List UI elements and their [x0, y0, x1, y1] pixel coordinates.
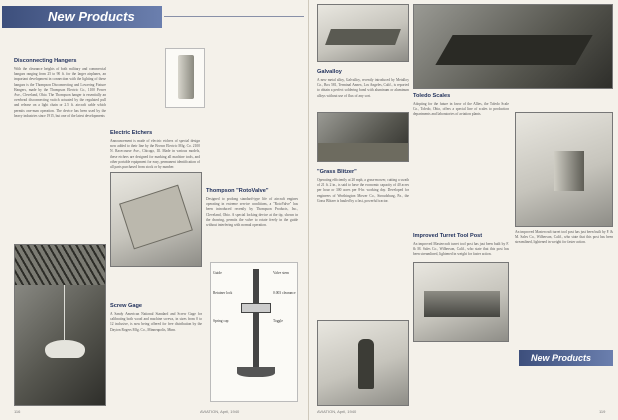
right-footer-magazine: AVIATION, April, 1940: [317, 409, 357, 414]
right-column-1-lower: [317, 166, 409, 316]
lamp-reflector: [45, 340, 85, 358]
right-page: [309, 0, 618, 420]
paragraph-turret-tool-post-cont: An improved Mastercraft turret tool post has just been built by F. & M. Sales Co., Wilberson, Calif., who state that this post has been streamlined, lightened in weight for faster action.: [515, 230, 613, 245]
paragraph-thompson-rotovalve: Designed to prolong standard-type life of aircraft engines operating in extreme service conditions, a "RotoValve" has been introduced recently by Thompson Products, Inc., Cleveland, Ohio. A special locking device at the tip, shown in the drawing, permits the valve to rotate freely in the guide without interfering with normal operation.: [206, 197, 298, 228]
mower-frame: [325, 29, 401, 45]
heading-galvalloy: Galvalloy: [317, 69, 342, 75]
left-column-2-lower: [110, 300, 202, 408]
heading-toledo-scales: Toledo Scales: [413, 93, 451, 99]
paragraph-screw-gage: A Sandy American National Standard and Screw Gage for calibrating both wood and machine screws, in sizes from 0 to 12 inclusive, is now being offered for free distribution by the Dayton Rogers Mfg. Co., Minneapolis, Minn.: [110, 312, 202, 332]
banner-title: New Products: [48, 9, 135, 24]
right-page-number: 119: [599, 409, 606, 414]
right-column-2-lower: [413, 230, 509, 290]
rotovalve-diagram: [210, 262, 298, 402]
electric-etcher-photo: [165, 48, 205, 108]
tool-post-body: [554, 151, 584, 191]
scale-platform: [435, 35, 592, 65]
grass-mower-photo: [317, 4, 409, 62]
paragraph-galvalloy: A new metal alloy, Galvalloy, recently introduced by Metalloy Co., Box 581, Terminal Annex, Los Angeles, Calif., is reported to obtain a perfect soldering bond with aluminum or aluminum alloys without use of flux of any sort.: [317, 78, 409, 98]
left-page-number: 116: [14, 409, 21, 414]
paragraph-electric-etchers: Announcement is made of electric etchers of special design now added to their line by the Brown Electric Mfg. Co. 2100 N. Racecourse Ave., Chicago, Ill. Made in various models, these etchers are designed for marking all machine tools, and other portable equipment for easy, permanent identification of all parts purchased from stock or by number.: [110, 139, 200, 170]
heading-electric-etchers: Electric Etchers: [110, 130, 153, 136]
label-guide: Guide: [213, 271, 222, 275]
heading-turret-tool-post: Improved Turret Tool Post: [413, 233, 483, 239]
heading-disconnecting-hangers: Disconnecting Hangers: [14, 58, 77, 64]
paragraph-turret-tool-post: An improved Mastercraft turret tool post has just been built by F. & M. Sales Co., Wilberson, Calif., who state that this post has been streamlined, lightened in weight for faster action.: [413, 242, 509, 257]
small-banner: [519, 350, 613, 366]
etcher-body: [178, 55, 194, 99]
aviation-worker-photo: [317, 320, 409, 406]
valve-head: [237, 367, 275, 377]
label-valve-stem: Valve stem: [273, 271, 289, 275]
heading-thompson-rotovalve: Thompson "RotoValve": [206, 188, 269, 194]
lathe-body: [424, 291, 500, 317]
tool-post-photo: [515, 112, 613, 227]
gage-board: [119, 185, 193, 250]
left-footer-magazine: AVIATION, April, 1940: [200, 409, 240, 414]
banner: [2, 6, 162, 28]
small-banner-title: New Products: [531, 353, 592, 363]
toledo-scale-photo: [413, 4, 613, 89]
hangar-lighting-photo: [14, 244, 106, 406]
paragraph-disconnecting-hangers: With the clearance heights of both military and commercial hangars ranging from 25 to 90 ft. for the larger airplanes, an important development in connection with the lighting of these hangars is the Thompson Disconnecting and Lowering Fixture Hangers, made by the Thompson Electric Co., 1100 Power Ave., Cleveland, Ohio. The Thompson hanger is essentially an overhead disconnecting switch actuated by the regulated pull and release on a light chain or 2.5 ft. aircraft cable which permits one-man operation. The device has been used by the heavy industries since 1915, but one of the latest developments: [14, 67, 106, 118]
right-column-3: [515, 230, 613, 350]
heading-grass-blitzer: "Grass Blitzer": [317, 169, 357, 175]
valve-stem: [253, 269, 259, 369]
banner-rule: [164, 16, 304, 17]
left-column-1: [14, 55, 106, 240]
label-toggle: Toggle: [273, 319, 283, 323]
right-column-2: [413, 90, 509, 250]
screw-gage-photo: [110, 172, 202, 267]
mower-field-photo: [317, 112, 409, 162]
spring-cap: [241, 303, 271, 313]
worker-figure: [358, 339, 374, 389]
left-column-3: [206, 55, 298, 255]
label-retainer-lock: Retainer lock: [213, 291, 233, 295]
paragraph-toledo-scales: Adopting for the future in favor of the Allies, the Toledo Scale Co., Toledo, Ohio, offers a special line of scales to production departments and laboratories of aviation plants.: [413, 102, 509, 117]
lamp-cable: [64, 285, 65, 341]
field-grass: [318, 143, 409, 162]
label-clearance: 0.003 clearance: [273, 291, 296, 295]
ceiling-truss: [15, 245, 106, 285]
heading-screw-gage: Screw Gage: [110, 303, 143, 309]
paragraph-grass-blitzer: Operating efficiently at 20 mph, a grass-mower, cutting a swath of 21 ft. 2 in., is said to have the economic capacity of 40 acres per hour or 300 acres per 8-hr. working day. Developed for engineers of Worthington Mower Co., Stroudsburg, Pa., the Grass Blitzer is hauled by a fast, powerful tractor.: [317, 178, 409, 203]
label-spring-cap: Spring cap: [213, 319, 229, 323]
